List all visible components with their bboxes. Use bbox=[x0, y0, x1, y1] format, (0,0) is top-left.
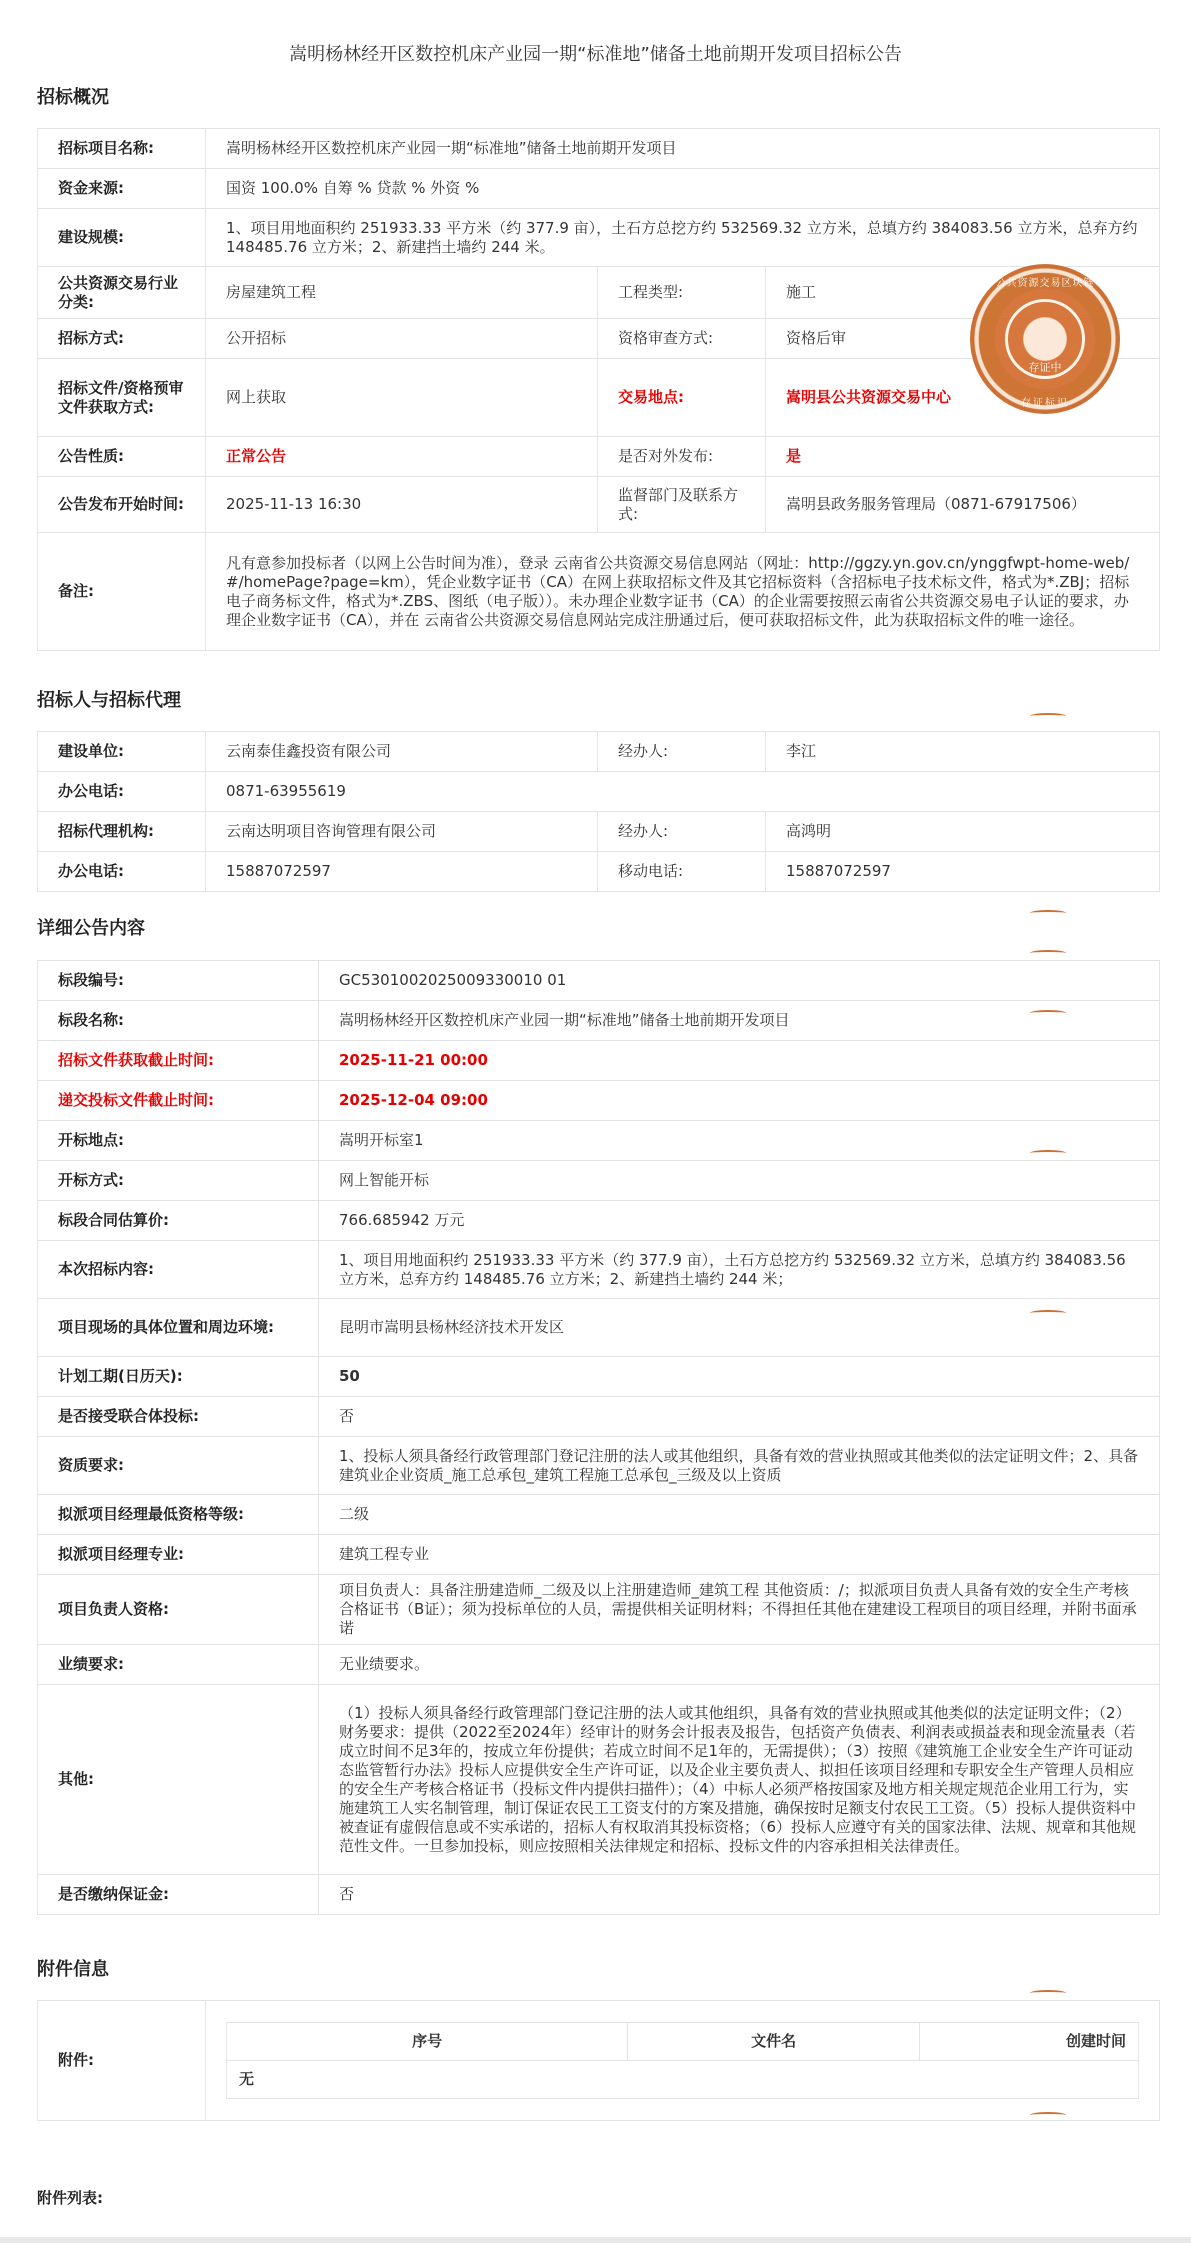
detail-value: 766.685942 万元 bbox=[319, 1201, 1160, 1241]
seal-mid-text: 存证中 bbox=[1028, 361, 1062, 374]
detail-row bbox=[38, 1645, 1160, 1685]
scale-value: 1、项目用地面积约 251933.33 平方米（约 377.9 亩），土石方总挖方约 532569.32 立方米，总填方约 384083.56 立方米，总弃方约 148485.76 立方米；2、新建挡土墙约 244 米。 bbox=[206, 209, 1160, 267]
detail-row bbox=[38, 1397, 1160, 1437]
detail-label: 标段编号: bbox=[38, 961, 319, 1001]
attach-col-name: 文件名 bbox=[628, 2023, 920, 2061]
category-label: 公共资源交易行业分类: bbox=[38, 267, 206, 319]
agent-handler-label: 经办人: bbox=[598, 812, 766, 852]
detail-label: 招标文件获取截止时间: bbox=[38, 1041, 319, 1081]
decor-dash bbox=[1030, 950, 1066, 956]
fund-value: 国资 100.0% 自筹 % 贷款 % 外资 % bbox=[206, 169, 1160, 209]
agent-phone-label: 办公电话: bbox=[38, 852, 206, 892]
attach-col-no: 序号 bbox=[227, 2023, 628, 2061]
detail-label: 项目负责人资格: bbox=[38, 1575, 319, 1645]
detail-label: 标段名称: bbox=[38, 1001, 319, 1041]
owner-handler-value: 李江 bbox=[766, 732, 1160, 772]
mobile-label: 移动电话: bbox=[598, 852, 766, 892]
place-label: 交易地点: bbox=[598, 359, 766, 437]
detail-label: 标段合同估算价: bbox=[38, 1201, 319, 1241]
start-value: 2025-11-13 16:30 bbox=[206, 477, 598, 533]
public-value: 是 bbox=[766, 437, 1160, 477]
detail-label: 项目现场的具体位置和周边环境: bbox=[38, 1299, 319, 1357]
page-title: 嵩明杨林经开区数控机床产业园一期“标准地”储备土地前期开发项目招标公告 bbox=[289, 44, 902, 65]
agent-value: 云南达明项目咨询管理有限公司 bbox=[206, 812, 598, 852]
detail-label: 开标方式: bbox=[38, 1161, 319, 1201]
decor-dash bbox=[1030, 713, 1066, 719]
detail-row bbox=[38, 1299, 1160, 1357]
eng-type-value: 施工 bbox=[766, 267, 1160, 319]
category-value: 房屋建筑工程 bbox=[206, 267, 598, 319]
attach-col-time: 创建时间 bbox=[920, 2023, 1139, 2061]
place-value: 嵩明县公共资源交易中心 bbox=[766, 359, 1160, 437]
project-name-label: 招标项目名称: bbox=[38, 129, 206, 169]
note-value: 凡有意参加投标者（以网上公告时间为准），登录 云南省公共资源交易信息网站（网址：http://ggzy.yn.gov.cn/ynggfwpt-home-web/#/homePage?page=km），凭企业数字证书（CA）在网上获取招标文件及其它招标资料（含招标电子技术标文件，格式为*.ZBJ；招标电子商务标文件，格式为*.ZBS、图纸（电子版））。未办理企业数字证书（CA）的企业需要按照云南省公共资源交易电子认证的要求，办理企业数字证书（CA），并在 云南省公共资源交易信息网站完成注册通过后，便可获取招标文件，此为获取招标文件的唯一途径。 bbox=[206, 533, 1160, 651]
detail-label: 业绩要求: bbox=[38, 1645, 319, 1685]
detail-row bbox=[38, 1575, 1160, 1645]
review-value: 资格后审 bbox=[766, 319, 1160, 359]
section-attach-title: 附件信息 bbox=[37, 1959, 109, 1980]
blockchain-seal-icon bbox=[970, 264, 1120, 414]
owner-phone-value: 0871-63955619 bbox=[206, 772, 1160, 812]
decor-dash bbox=[1030, 2112, 1066, 2118]
decor-dash bbox=[1030, 1150, 1066, 1156]
section-overview-title: 招标概况 bbox=[37, 87, 109, 108]
decor-dash bbox=[1030, 1990, 1066, 1996]
detail-row bbox=[38, 1495, 1160, 1535]
detail-row bbox=[38, 1121, 1160, 1161]
supervise-value: 嵩明县政务服务管理局（0871-67917506） bbox=[766, 477, 1160, 533]
public-label: 是否对外发布: bbox=[598, 437, 766, 477]
review-label: 资格审查方式: bbox=[598, 319, 766, 359]
mobile-value: 15887072597 bbox=[766, 852, 1160, 892]
detail-row bbox=[38, 1041, 1160, 1081]
detail-value: 50 bbox=[319, 1357, 1160, 1397]
detail-label: 是否缴纳保证金: bbox=[38, 1875, 319, 1915]
project-name: 嵩明杨林经开区数控机床产业园一期“标准地”储备土地前期开发项目 bbox=[206, 129, 1160, 169]
bottom-bar bbox=[0, 2237, 1191, 2243]
attach-inner-table bbox=[226, 2022, 1139, 2099]
detail-label: 资质要求: bbox=[38, 1437, 319, 1495]
detail-value: 否 bbox=[319, 1875, 1160, 1915]
detail-row bbox=[38, 1081, 1160, 1121]
detail-row bbox=[38, 1161, 1160, 1201]
method-value: 公开招标 bbox=[206, 319, 598, 359]
agent-label: 招标代理机构: bbox=[38, 812, 206, 852]
detail-label: 是否接受联合体投标: bbox=[38, 1397, 319, 1437]
scale-label: 建设规模: bbox=[38, 209, 206, 267]
detail-row bbox=[38, 1201, 1160, 1241]
seal-top-text: 公共资源交易区块链 bbox=[995, 278, 1095, 289]
seal-bottom-text: 存证标识 bbox=[1021, 398, 1069, 409]
parties-table bbox=[37, 731, 1160, 892]
detail-value: 网上智能开标 bbox=[319, 1161, 1160, 1201]
detail-value: 2025-11-21 00:00 bbox=[319, 1041, 1160, 1081]
detail-value: 否 bbox=[319, 1397, 1160, 1437]
detail-row bbox=[38, 1001, 1160, 1041]
eng-type-label: 工程类型: bbox=[598, 267, 766, 319]
nature-value: 正常公告 bbox=[206, 437, 598, 477]
detail-value: 1、投标人须具备经行政管理部门登记注册的法人或其他组织，具备有效的营业执照或其他类似的法定证明文件；2、具备建筑业企业资质_施工总承包_建筑工程施工总承包_三级及以上资质 bbox=[319, 1437, 1160, 1495]
detail-label: 其他: bbox=[38, 1685, 319, 1875]
doc-get-value: 网上获取 bbox=[206, 359, 598, 437]
detail-table bbox=[37, 960, 1160, 1915]
owner-value: 云南泰佳鑫投资有限公司 bbox=[206, 732, 598, 772]
agent-phone-value: 15887072597 bbox=[206, 852, 598, 892]
detail-value: 项目负责人：具备注册建造师_二级及以上注册建造师_建筑工程 其他资质：/；拟派项目负责人具备有效的安全生产考核合格证书（B证）；须为投标单位的人员，需提供相关证明材料；不得担任其他在建建设工程项目的项目经理，并附书面承诺 bbox=[319, 1575, 1160, 1645]
section-detail-title: 详细公告内容 bbox=[37, 918, 145, 939]
agent-handler-value: 高鸿明 bbox=[766, 812, 1160, 852]
detail-row bbox=[38, 1685, 1160, 1875]
attach-table bbox=[37, 2000, 1160, 2121]
detail-label: 拟派项目经理专业: bbox=[38, 1535, 319, 1575]
detail-label: 开标地点: bbox=[38, 1121, 319, 1161]
detail-row bbox=[38, 961, 1160, 1001]
detail-value: 1、项目用地面积约 251933.33 平方米（约 377.9 亩），土石方总挖方约 532569.32 立方米，总填方约 384083.56 立方米，总弃方约 148485.76 立方米；2、新建挡土墙约 244 米； bbox=[319, 1241, 1160, 1299]
attach-label: 附件: bbox=[38, 2001, 206, 2121]
fund-label: 资金来源: bbox=[38, 169, 206, 209]
nature-label: 公告性质: bbox=[38, 437, 206, 477]
detail-value: 昆明市嵩明县杨林经济技术开发区 bbox=[319, 1299, 1160, 1357]
detail-label: 拟派项目经理最低资格等级: bbox=[38, 1495, 319, 1535]
detail-row bbox=[38, 1437, 1160, 1495]
detail-value: 嵩明开标室1 bbox=[319, 1121, 1160, 1161]
detail-row bbox=[38, 1535, 1160, 1575]
decor-dash bbox=[1030, 1310, 1066, 1316]
detail-value: 无业绩要求。 bbox=[319, 1645, 1160, 1685]
attach-list-title: 附件列表: bbox=[37, 2189, 103, 2207]
detail-value: GC5301002025009330010 01 bbox=[319, 961, 1160, 1001]
decor-dash bbox=[1030, 910, 1066, 916]
attach-empty: 无 bbox=[227, 2061, 1139, 2099]
method-label: 招标方式: bbox=[38, 319, 206, 359]
detail-row bbox=[38, 1241, 1160, 1299]
detail-value: 建筑工程专业 bbox=[319, 1535, 1160, 1575]
detail-value: 2025-12-04 09:00 bbox=[319, 1081, 1160, 1121]
note-label: 备注: bbox=[38, 533, 206, 651]
start-label: 公告发布开始时间: bbox=[38, 477, 206, 533]
owner-phone-label: 办公电话: bbox=[38, 772, 206, 812]
detail-label: 递交投标文件截止时间: bbox=[38, 1081, 319, 1121]
detail-value: 二级 bbox=[319, 1495, 1160, 1535]
detail-label: 本次招标内容: bbox=[38, 1241, 319, 1299]
section-parties-title: 招标人与招标代理 bbox=[37, 690, 181, 711]
detail-value: 嵩明杨林经开区数控机床产业园一期“标准地”储备土地前期开发项目 bbox=[319, 1001, 1160, 1041]
doc-get-label: 招标文件/资格预审文件获取方式: bbox=[38, 359, 206, 437]
detail-row bbox=[38, 1875, 1160, 1915]
supervise-label: 监督部门及联系方式: bbox=[598, 477, 766, 533]
decor-dash bbox=[1030, 1010, 1066, 1016]
owner-handler-label: 经办人: bbox=[598, 732, 766, 772]
detail-row bbox=[38, 1357, 1160, 1397]
owner-label: 建设单位: bbox=[38, 732, 206, 772]
detail-value: （1）投标人须具备经行政管理部门登记注册的法人或其他组织，具备有效的营业执照或其他类似的法定证明文件；（2）财务要求：提供（2022至2024年）经审计的财务会计报表及报告，包括资产负债表、利润表或损益表和现金流量表（若成立时间不足3年的，按成立年份提供；若成立时间不足1年的，无需提供）；（3）按照《建筑施工企业安全生产许可证动态监管暂行办法》投标人应提供安全生产许可证，以及企业主要负责人、拟担任该项目经理和专职安全生产管理人员相应的安全生产考核合格证书（投标文件内提供扫描件）；（4）中标人必须严格按国家及地方相关规定规范企业用工行为，实施建筑工人实名制管理，制订保证农民工工资支付的方案及措施，确保按时足额支付农民工工资。（5）投标人提供资料中被查证有虚假信息或不实承诺的，招标人有权取消其投标资格；（6）投标人应遵守有关的国家法律、法规、规章和其他规范性文件。一旦参加投标，则应按照相关法律规定和招标、投标文件的内容承担相关法律责任。 bbox=[319, 1685, 1160, 1875]
detail-label: 计划工期(日历天): bbox=[38, 1357, 319, 1397]
